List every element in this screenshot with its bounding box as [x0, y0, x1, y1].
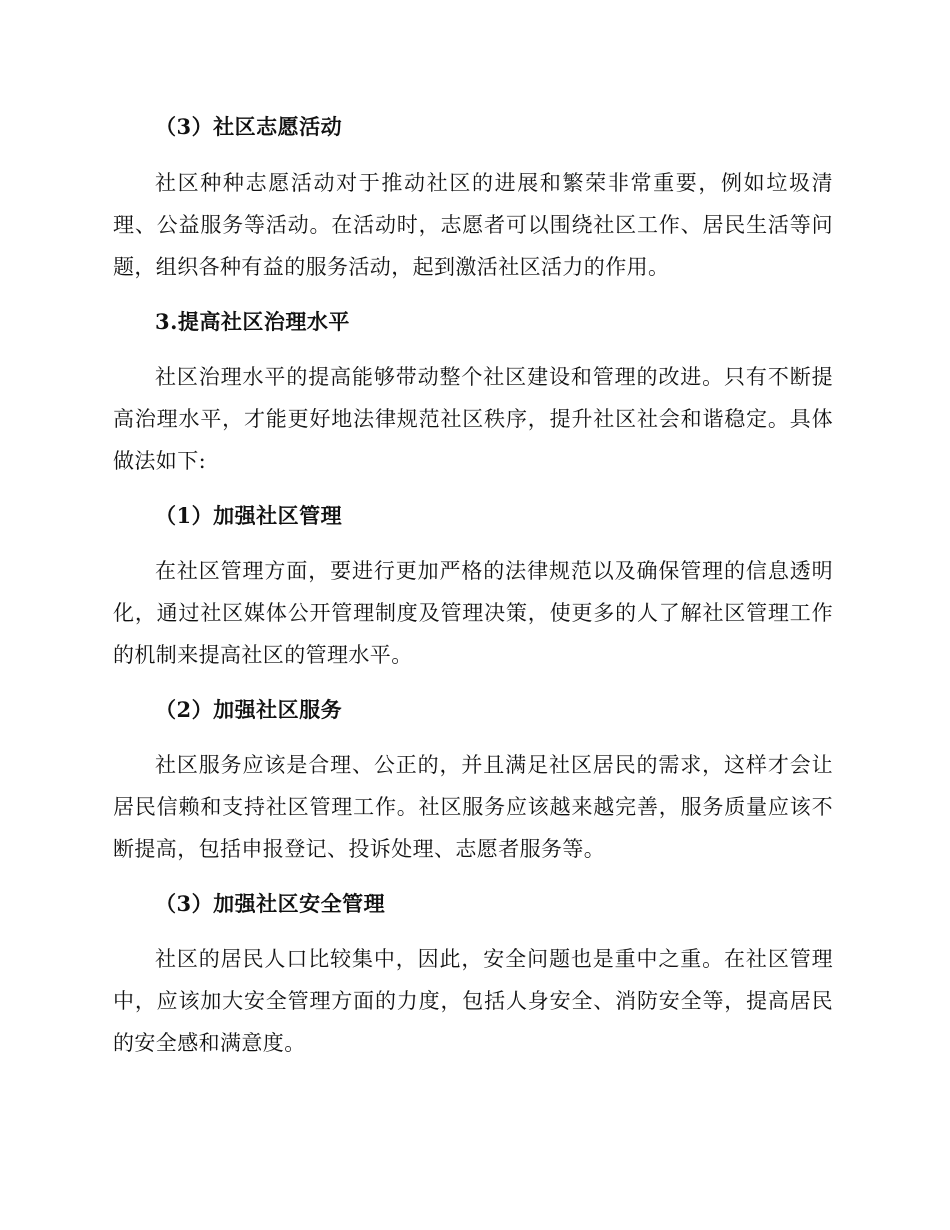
section-heading-strengthen-safety: （3）加强社区安全管理	[155, 891, 386, 916]
paragraph-improve-governance: 社区治理水平的提高能够带动整个社区建设和管理的改进。只有不断提高治理水平，才能更好地法律规范社区秩序，提升社区社会和谐稳定。具体做法如下:	[113, 365, 833, 473]
section-heading-strengthen-service: （2）加强社区服务	[155, 697, 343, 722]
paragraph-strengthen-safety: 社区的居民人口比较集中，因此，安全问题也是重中之重。在社区管理中，应该加大安全管理方面的力度，包括人身安全、消防安全等，提高居民的安全感和满意度。	[113, 947, 833, 1055]
paragraph-strengthen-service: 社区服务应该是合理、公正的，并且满足社区居民的需求，这样才会让居民信赖和支持社区管理工作。社区服务应该越来越完善，服务质量应该不断提高，包括申报登记、投诉处理、志愿者服务等。	[113, 753, 833, 861]
paragraph-strengthen-management: 在社区管理方面，要进行更加严格的法律规范以及确保管理的信息透明化，通过社区媒体公开管理制度及管理决策，使更多的人了解社区管理工作的机制来提高社区的管理水平。	[113, 559, 833, 667]
section-heading-volunteer-activities: （3）社区志愿活动	[155, 114, 343, 139]
section-heading-strengthen-management: （1）加强社区管理	[155, 503, 343, 528]
paragraph-volunteer-activities: 社区种种志愿活动对于推动社区的进展和繁荣非常重要，例如垃圾清理、公益服务等活动。在活动时，志愿者可以围绕社区工作、居民生活等问题，组织各种有益的服务活动，起到激活社区活力的作用。	[113, 171, 833, 279]
section-heading-improve-governance: 3.提高社区治理水平	[155, 309, 350, 334]
